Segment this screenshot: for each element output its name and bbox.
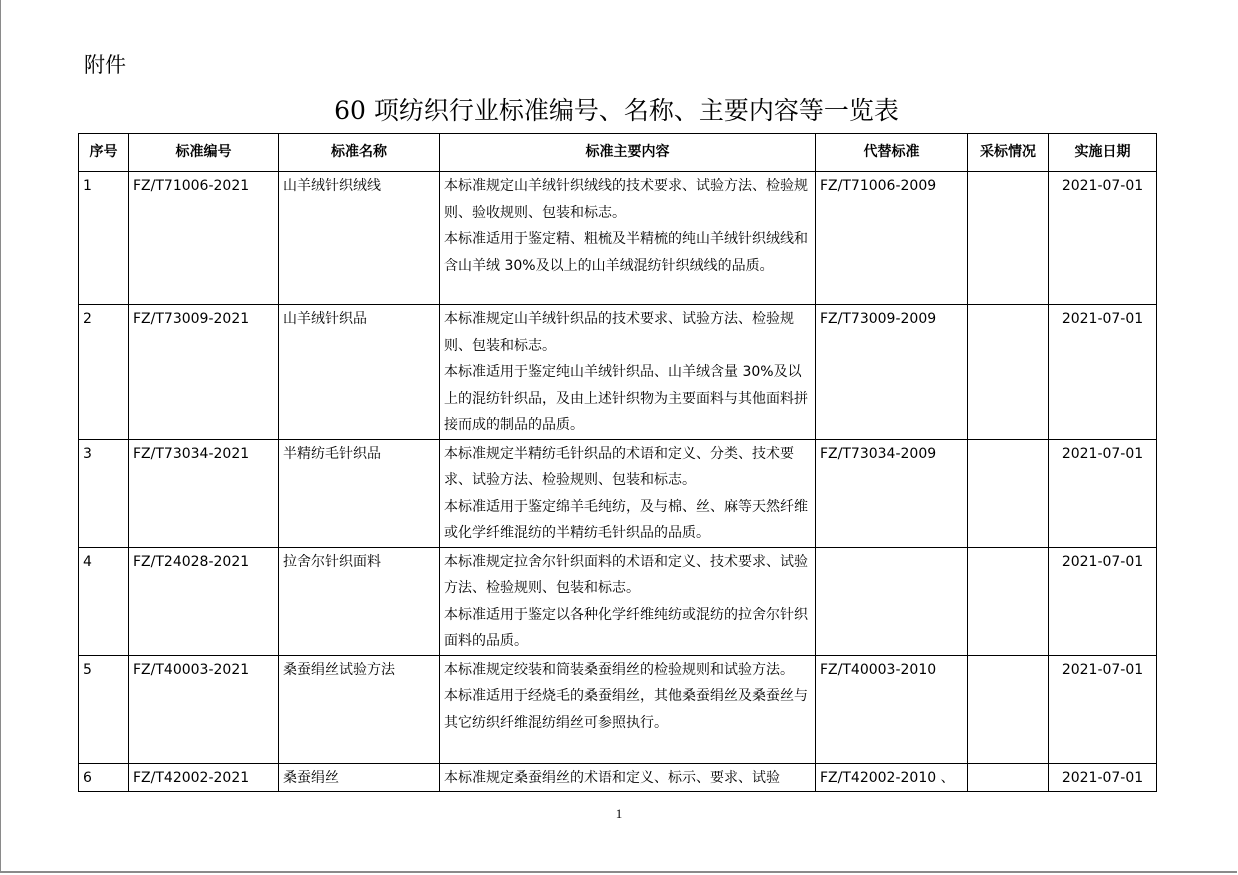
cell-date: 2021-07-01 [1049, 172, 1157, 305]
cell-date: 2021-07-01 [1049, 305, 1157, 440]
cell-date: 2021-07-01 [1049, 655, 1157, 763]
cell-no: 4 [79, 547, 129, 655]
page-number: 1 [615, 806, 623, 821]
content-scope: 本标准规定山羊绒针织品的技术要求、试验方法、检验规则、包装和标志。 [444, 311, 794, 354]
cell-code: FZ/T73009-2021 [129, 305, 279, 440]
cell-code: FZ/T24028-2021 [129, 547, 279, 655]
cell-name: 半精纺毛针织品 [279, 439, 440, 547]
content-scope: 本标准规定桑蚕绢丝的术语和定义、标示、要求、试验 [444, 769, 780, 786]
cell-content [440, 763, 816, 792]
content-applicability: 本标准适用于鉴定精、粗梳及半精梳的纯山羊绒针织绒线和含山羊绒 30%及以上的山羊绒混纺针织绒线的品质。 [444, 231, 808, 274]
cell-no: 5 [79, 655, 129, 763]
content-scope: 本标准规定绞装和筒装桑蚕绢丝的检验规则和试验方法。 [444, 661, 794, 678]
cell-replaces: FZ/T40003-2010 [816, 655, 968, 763]
table-row [79, 763, 1157, 792]
cell-replaces: FZ/T73034-2009 [816, 439, 968, 547]
table-row [79, 439, 1157, 547]
page-title: 60 项纺织行业标准编号、名称、主要内容等一览表 [334, 96, 899, 125]
table-row [79, 172, 1157, 305]
cell-adoption [968, 305, 1049, 440]
header-replaces: 代替标准 [816, 134, 968, 172]
content-applicability: 本标准适用于经烧毛的桑蚕绢丝，其他桑蚕绢丝及桑蚕丝与其它纺织纤维混纺绢丝可参照执行。 [444, 688, 808, 731]
header-code: 标准编号 [129, 134, 279, 172]
cell-content [440, 172, 816, 305]
cell-no: 3 [79, 439, 129, 547]
cell-content [440, 305, 816, 440]
cell-name: 桑蚕绢丝 [279, 763, 440, 792]
cell-no: 1 [79, 172, 129, 305]
cell-content [440, 439, 816, 547]
cell-name: 桑蚕绢丝试验方法 [279, 655, 440, 763]
cell-date: 2021-07-01 [1049, 547, 1157, 655]
content-applicability: 本标准适用于鉴定以各种化学纤维纯纺或混纺的拉舍尔针织面料的品质。 [444, 606, 808, 649]
cell-replaces: FZ/T71006-2009 [816, 172, 968, 305]
table-row [79, 547, 1157, 655]
cell-code: FZ/T42002-2021 [129, 763, 279, 792]
standards-table [78, 133, 1157, 792]
cell-name: 山羊绒针织品 [279, 305, 440, 440]
cell-adoption [968, 172, 1049, 305]
cell-code: FZ/T40003-2021 [129, 655, 279, 763]
table-header-row [79, 134, 1157, 172]
cell-adoption [968, 763, 1049, 792]
cell-content [440, 547, 816, 655]
header-no: 序号 [79, 134, 129, 172]
cell-adoption [968, 547, 1049, 655]
table-row [79, 305, 1157, 440]
content-applicability: 本标准适用于鉴定纯山羊绒针织品、山羊绒含量 30%及以上的混纺针织品，及由上述针织物为主要面料与其他面料拼接而成的制品的品质。 [444, 364, 808, 433]
header-name: 标准名称 [279, 134, 440, 172]
cell-no: 2 [79, 305, 129, 440]
cell-no: 6 [79, 763, 129, 792]
cell-code: FZ/T73034-2021 [129, 439, 279, 547]
header-date: 实施日期 [1049, 134, 1157, 172]
cell-replaces: FZ/T73009-2009 [816, 305, 968, 440]
attachment-label: 附件 [84, 53, 126, 77]
cell-adoption [968, 439, 1049, 547]
cell-date: 2021-07-01 [1049, 763, 1157, 792]
cell-replaces [816, 547, 968, 655]
content-scope: 本标准规定半精纺毛针织品的术语和定义、分类、技术要求、试验方法、检验规则、包装和标志。 [444, 445, 794, 488]
cell-date: 2021-07-01 [1049, 439, 1157, 547]
cell-code: FZ/T71006-2021 [129, 172, 279, 305]
content-applicability: 本标准适用于鉴定绵羊毛纯纺，及与棉、丝、麻等天然纤维或化学纤维混纺的半精纺毛针织品的品质。 [444, 498, 808, 541]
header-adoption: 采标情况 [968, 134, 1049, 172]
header-content: 标准主要内容 [440, 134, 816, 172]
cell-replaces: FZ/T42002-2010 、 [816, 763, 968, 792]
cell-content [440, 655, 816, 763]
cell-name: 山羊绒针织绒线 [279, 172, 440, 305]
cell-adoption [968, 655, 1049, 763]
cell-name: 拉舍尔针织面料 [279, 547, 440, 655]
content-scope: 本标准规定山羊绒针织绒线的技术要求、试验方法、检验规则、验收规则、包装和标志。 [444, 178, 808, 221]
table-row [79, 655, 1157, 763]
content-scope: 本标准规定拉舍尔针织面料的术语和定义、技术要求、试验方法、检验规则、包装和标志。 [444, 553, 808, 596]
